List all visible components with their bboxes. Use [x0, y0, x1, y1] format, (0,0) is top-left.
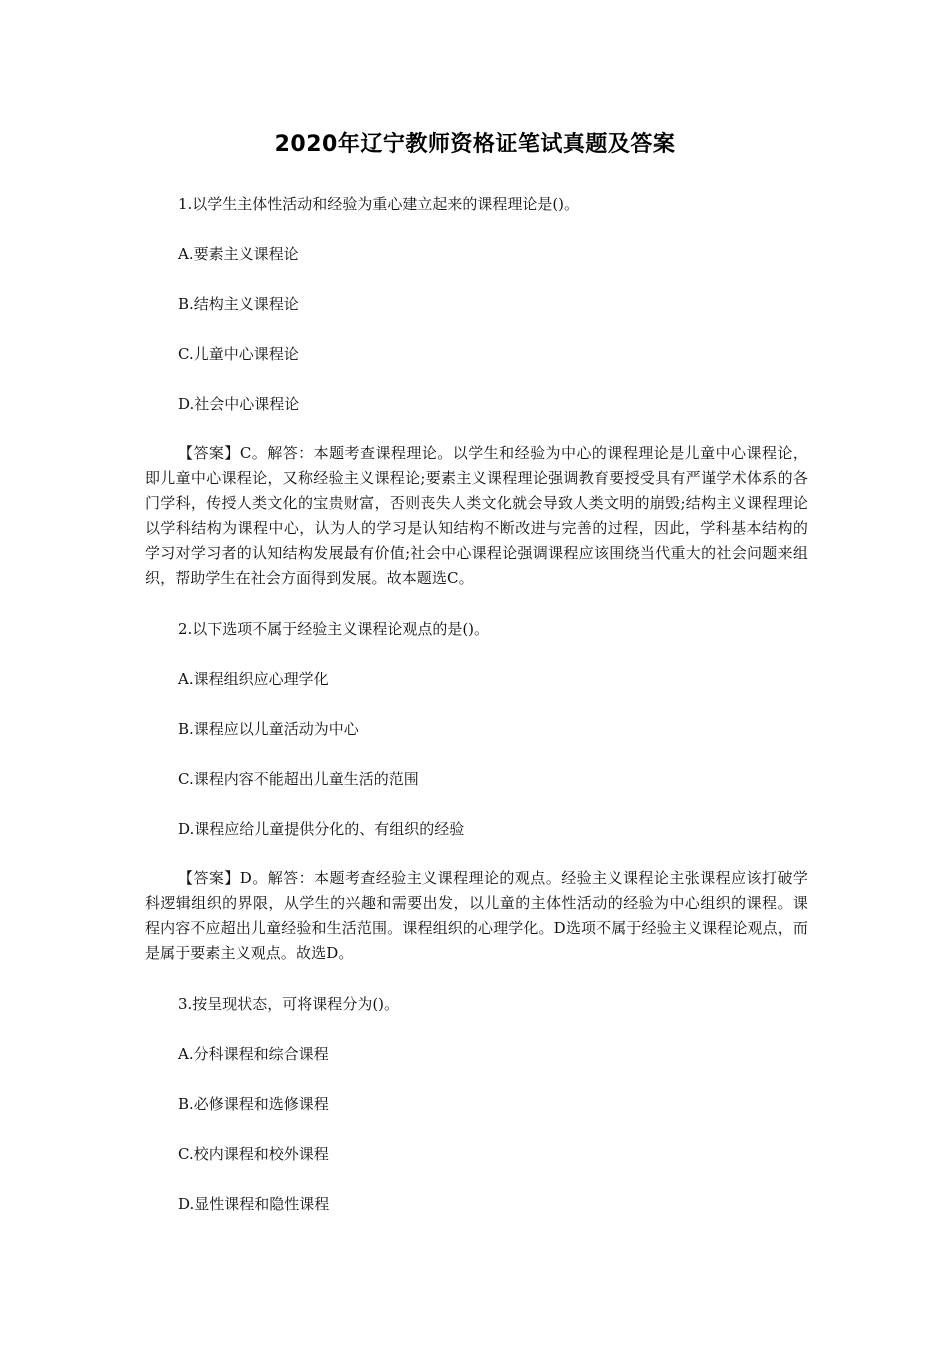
question-2-option-b: B.课程应以儿童活动为中心: [178, 720, 359, 738]
question-2-option-c: C.课程内容不能超出儿童生活的范围: [178, 770, 419, 788]
question-1-option-a: A.要素主义课程论: [178, 245, 299, 263]
question-1-option-d: D.社会中心课程论: [178, 395, 300, 413]
document-title: 2020年辽宁教师资格证笔试真题及答案: [274, 132, 676, 157]
question-2-option-d: D.课程应给儿童提供分化的、有组织的经验: [178, 820, 465, 838]
question-1-stem: 1.以学生主体性活动和经验为重心建立起来的课程理论是()。: [178, 195, 580, 213]
question-1-option-c: C.儿童中心课程论: [178, 345, 299, 363]
question-3-option-c: C.校内课程和校外课程: [178, 1145, 329, 1163]
question-1-answer: 【答案】C。解答：本题考查课程理论。以学生和经验为中心的课程理论是儿童中心课程论，即儿童中心课程论，又称经验主义课程论;要素主义课程理论强调教育要授受具有严谨学术体系的各门学科，传授人类文化的宝贵财富，否则丧失人类文化就会导致人类文明的崩毁;结构主义课程理论以学科结构为课程中心，认为人的学习是认知结构不断改进与完善的过程，因此，学科基本结构的学习对学习者的认知结构发展最有价值;社会中心课程论强调课程应该围绕当代重大的社会问题来组织，帮助学生在社会方面得到发展。故本题选C。: [145, 444, 808, 587]
question-2-stem: 2.以下选项不属于经验主义课程论观点的是()。: [178, 620, 490, 638]
question-3-stem: 3.按呈现状态，可将课程分为()。: [178, 995, 400, 1013]
question-3-option-b: B.必修课程和选修课程: [178, 1095, 329, 1113]
question-2-option-a: A.课程组织应心理学化: [178, 670, 329, 688]
question-2-answer: 【答案】D。解答：本题考查经验主义课程理论的观点。经验主义课程论主张课程应该打破学科逻辑组织的界限，从学生的兴趣和需要出发，以儿童的主体性活动的经验为中心组织的课程。课程内容不应超出儿童经验和生活范围。课程组织的心理学化。D选项不属于经验主义课程论观点，而是属于要素主义观点。故选D。: [145, 869, 808, 962]
question-1-option-b: B.结构主义课程论: [178, 295, 299, 313]
question-3-option-d: D.显性课程和隐性课程: [178, 1195, 330, 1213]
question-3-option-a: A.分科课程和综合课程: [178, 1045, 329, 1063]
